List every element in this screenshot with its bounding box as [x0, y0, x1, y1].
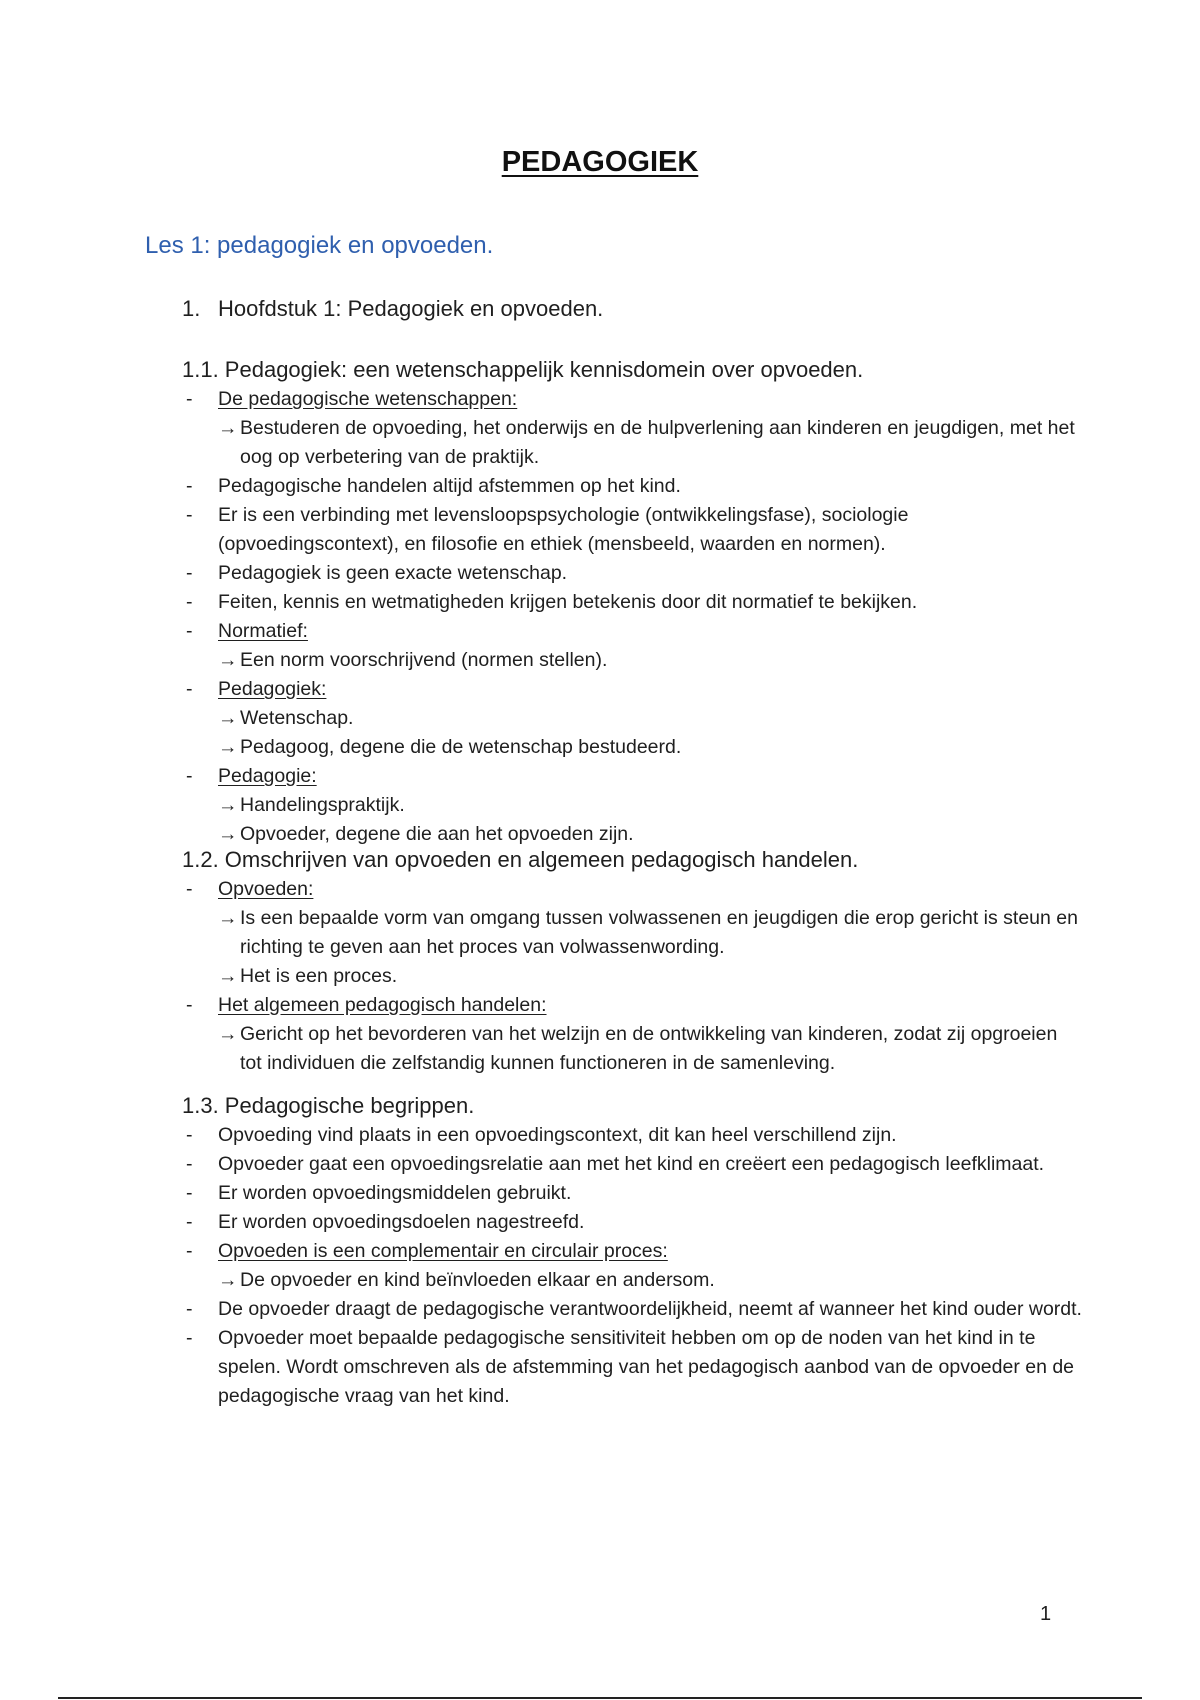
arrow-sub-item	[182, 646, 1082, 675]
bullet-dash: -	[186, 1211, 193, 1233]
bullet-item	[182, 762, 1082, 791]
bullet-dash: -	[186, 620, 193, 642]
arrow-sub-item	[182, 1020, 1082, 1078]
sub-item-text: Bestuderen de opvoeding, het onderwijs en de hulpverlening aan kinderen en jeugdigen, met het oog op verbetering van de praktijk.	[240, 417, 1075, 468]
sub-item-text: Het is een proces.	[240, 965, 398, 987]
arrow-icon: →	[218, 907, 238, 929]
bullet-dash: -	[186, 1124, 193, 1146]
bullet-item	[182, 472, 1082, 501]
bullet-dash: -	[186, 1182, 193, 1204]
sub-item-text: Opvoeder, degene die aan het opvoeden zijn.	[240, 823, 634, 845]
bullet-item	[182, 1179, 1082, 1208]
bullet-text: Opvoeder gaat een opvoedingsrelatie aan met het kind en creëert een pedagogisch leefklimaat.	[218, 1153, 1045, 1175]
section-1-1	[182, 355, 1082, 849]
bullet-text: Pedagogische handelen altijd afstemmen op het kind.	[218, 475, 681, 497]
bullet-item	[182, 559, 1082, 588]
bullet-text: Feiten, kennis en wetmatigheden krijgen betekenis door dit normatief te bekijken.	[218, 591, 918, 613]
bullet-text: Pedagogiek is geen exacte wetenschap.	[218, 562, 568, 584]
bullet-dash: -	[186, 1298, 193, 1320]
bullet-dash: -	[186, 504, 193, 526]
sub-item-text: Handelingspraktijk.	[240, 794, 405, 816]
bullet-dash: -	[186, 388, 193, 410]
page-number: 1	[1040, 1603, 1052, 1625]
arrow-sub-item	[182, 704, 1082, 733]
sub-item-text: De opvoeder en kind beïnvloeden elkaar en andersom.	[240, 1269, 715, 1291]
bullet-dash: -	[186, 678, 193, 700]
arrow-sub-item	[182, 791, 1082, 820]
bullet-dash: -	[186, 878, 193, 900]
bullet-text: Opvoeder moet bepaalde pedagogische sensitiviteit hebben om op de noden van het kind in te spelen. Wordt omschreven als de afstemming van het pedagogisch aanbod van de opvoeder en de pedagogische vraag van het kind.	[218, 1327, 1075, 1407]
arrow-icon: →	[218, 649, 238, 671]
section-1-2	[182, 845, 1082, 1078]
chapter-heading	[182, 296, 603, 322]
bullet-dash: -	[186, 1240, 193, 1262]
bullet-item	[182, 1121, 1082, 1150]
arrow-sub-item	[182, 414, 1082, 472]
bullet-item	[182, 1208, 1082, 1237]
bullet-item	[182, 1324, 1082, 1411]
arrow-icon: →	[218, 823, 238, 845]
bullet-dash: -	[186, 591, 193, 613]
arrow-icon: →	[218, 1269, 238, 1291]
arrow-sub-item	[182, 904, 1082, 962]
bullet-text: Er worden opvoedingsmiddelen gebruikt.	[218, 1182, 572, 1204]
sub-item-text: Is een bepaalde vorm van omgang tussen volwassenen en jeugdigen die erop gericht is steun en richting te geven aan het proces van volwassenwording.	[240, 907, 1078, 958]
chapter-label: Hoofdstuk 1: Pedagogiek en opvoeden.	[218, 296, 604, 321]
bullet-item	[182, 1237, 1082, 1266]
arrow-icon: →	[218, 417, 238, 439]
bullet-item	[182, 501, 1082, 559]
bullet-dash: -	[186, 562, 193, 584]
bullet-text: Er is een verbinding met levensloopspsychologie (ontwikkelingsfase), sociologie (opvoedingscontext), en filosofie en ethiek (mensbeeld, waarden en normen).	[218, 504, 909, 555]
sub-item-text: Een norm voorschrijvend (normen stellen).	[240, 649, 608, 671]
footer-divider	[58, 1697, 1142, 1699]
arrow-icon: →	[218, 736, 238, 758]
bullet-text: Normatief:	[218, 620, 308, 642]
section-heading: 1.2. Omschrijven van opvoeden en algemeen pedagogisch handelen.	[182, 847, 859, 872]
bullet-item	[182, 385, 1082, 414]
bullet-text: Pedagogie:	[218, 765, 317, 787]
bullet-item	[182, 991, 1082, 1020]
sub-item-text: Pedagoog, degene die de wetenschap bestudeerd.	[240, 736, 682, 758]
section-heading: 1.1. Pedagogiek: een wetenschappelijk kennisdomein over opvoeden.	[182, 357, 864, 382]
chapter-number: 1.	[182, 296, 201, 321]
bullet-text: Opvoeden is een complementair en circulair proces:	[218, 1240, 668, 1262]
bullet-text: Pedagogiek:	[218, 678, 327, 700]
bullet-dash: -	[186, 994, 193, 1016]
section-1-3	[182, 1091, 1082, 1411]
bullet-item	[182, 617, 1082, 646]
bullet-dash: -	[186, 475, 193, 497]
arrow-sub-item	[182, 733, 1082, 762]
bullet-text: Het algemeen pedagogisch handelen:	[218, 994, 547, 1016]
sub-item-text: Wetenschap.	[240, 707, 354, 729]
bullet-item	[182, 875, 1082, 904]
bullet-item	[182, 675, 1082, 704]
page-title: PEDAGOGIEK	[501, 146, 699, 178]
bullet-dash: -	[186, 1153, 193, 1175]
bullet-item	[182, 1150, 1082, 1179]
bullet-text: Er worden opvoedingsdoelen nagestreefd.	[218, 1211, 585, 1233]
bullet-dash: -	[186, 765, 193, 787]
bullet-text: Opvoeden:	[218, 878, 314, 900]
arrow-icon: →	[218, 794, 238, 816]
bullet-dash: -	[186, 1327, 193, 1349]
bullet-text: Opvoeding vind plaats in een opvoedingscontext, dit kan heel verschillend zijn.	[218, 1124, 897, 1146]
arrow-icon: →	[218, 707, 238, 729]
bullet-item	[182, 588, 1082, 617]
arrow-sub-item	[182, 1266, 1082, 1295]
arrow-sub-item	[182, 962, 1082, 991]
lesson-heading: Les 1: pedagogiek en opvoeden.	[145, 232, 494, 259]
bullet-text: De pedagogische wetenschappen:	[218, 388, 518, 410]
arrow-icon: →	[218, 965, 238, 987]
sub-item-text: Gericht op het bevorderen van het welzijn en de ontwikkeling van kinderen, zodat zij opgroeien tot individuen die zelfstandig kunnen functioneren in de samenleving.	[240, 1023, 1058, 1074]
section-heading: 1.3. Pedagogische begrippen.	[182, 1093, 475, 1118]
bullet-text: De opvoeder draagt de pedagogische verantwoordelijkheid, neemt af wanneer het kind ouder wordt.	[218, 1298, 1082, 1320]
bullet-item	[182, 1295, 1082, 1324]
arrow-icon: →	[218, 1023, 238, 1045]
